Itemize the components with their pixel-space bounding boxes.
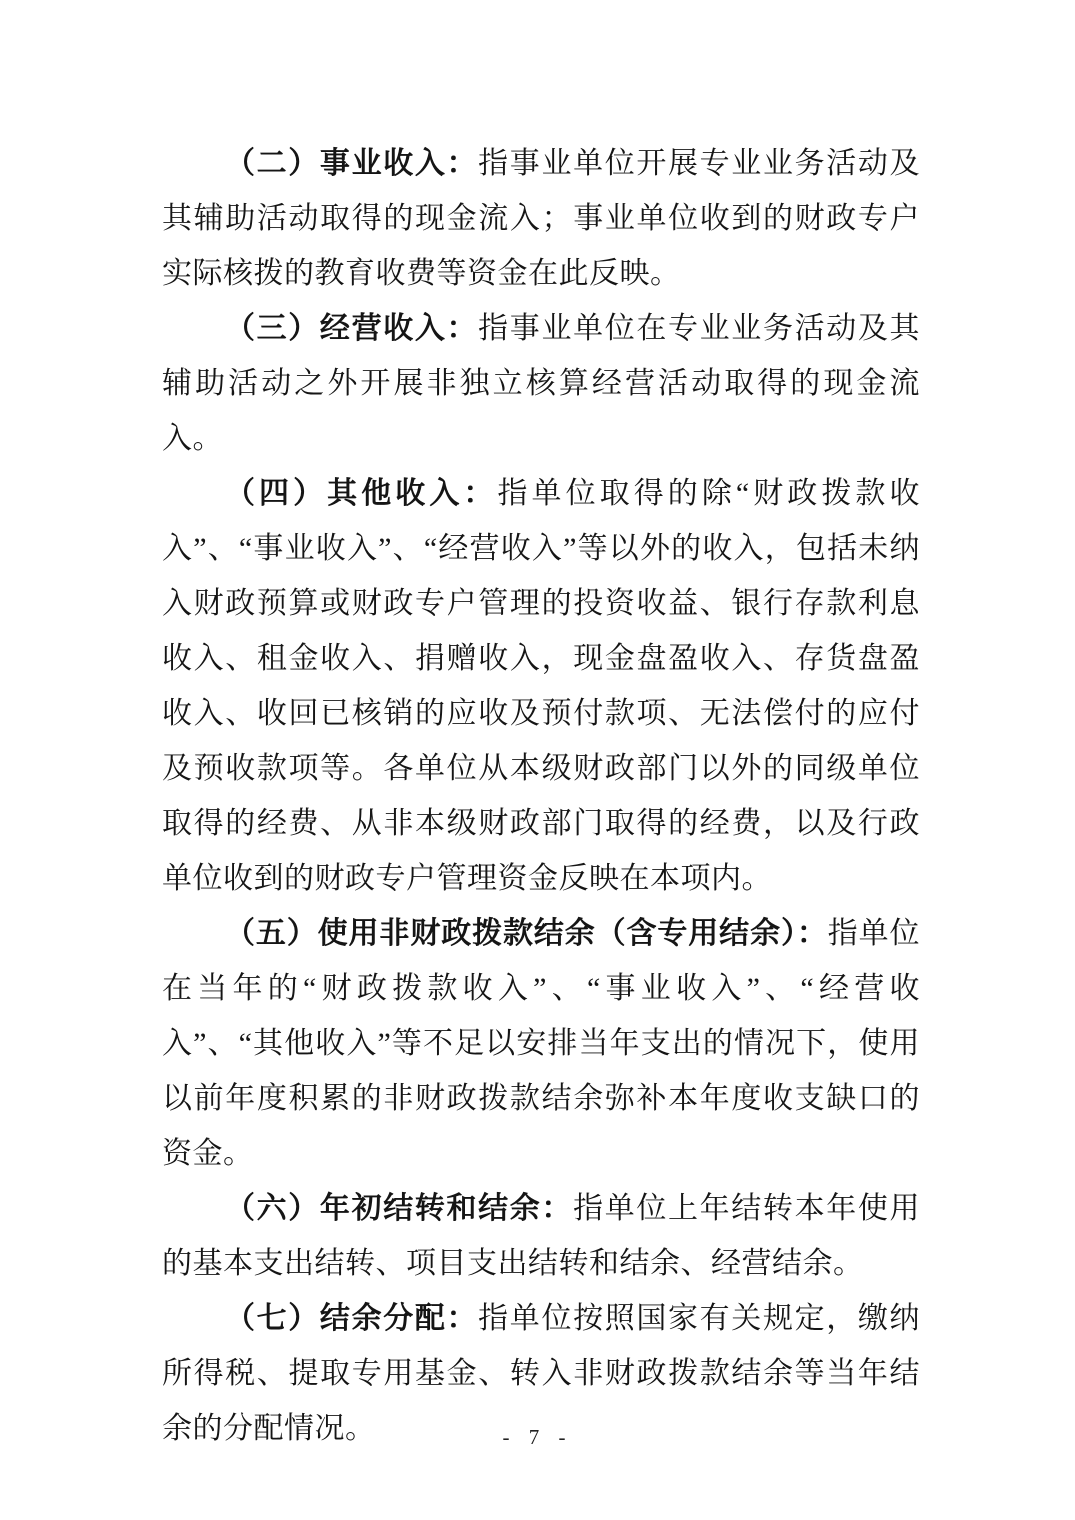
- document-content: [162, 136, 920, 1456]
- paragraph-body: 指单位在当年的“财政拨款收入”、“事业收入”、“经营收入”、“其他收入”等不足以安排当年支出的情况下，使用以前年度积累的非财政拨款结余弥补本年度收支缺口的资金。: [162, 917, 921, 1170]
- page-number: - 7 -: [502, 1425, 573, 1449]
- paragraph-heading: （四）其他收入：: [225, 477, 498, 510]
- paragraph-4-qita-shouru: [162, 466, 920, 906]
- paragraph-3-jingying-shouru: [162, 301, 920, 466]
- paragraph-5-shiyong-fei-caizheng-bokuan-jieyu: [162, 906, 920, 1181]
- paragraph-heading: （六）年初结转和结余：: [225, 1192, 574, 1225]
- paragraph-body: 指事业单位开展专业业务活动及其辅助活动取得的现金流入；事业单位收到的财政专户实际核拨的教育收费等资金在此反映。: [162, 147, 921, 290]
- paragraph-2-shiye-shouru: [162, 136, 920, 301]
- paragraph-heading: （七）结余分配：: [225, 1302, 479, 1335]
- paragraph-body: 指单位按照国家有关规定，缴纳所得税、提取专用基金、转入非财政拨款结余等当年结余的分配情况。: [162, 1302, 921, 1445]
- paragraph-body: 指事业单位在专业业务活动及其辅助活动之外开展非独立核算经营活动取得的现金流入。: [162, 312, 921, 455]
- paragraph-body: 指单位取得的除“财政拨款收入”、“事业收入”、“经营收入”等以外的收入，包括未纳入财政预算或财政专户管理的投资收益、银行存款利息收入、租金收入、捐赠收入，现金盘盈收入、存货盘盈收入、收回已核销的应收及预付款项、无法偿付的应付及预收款项等。各单位从本级财政部门以外的同级单位取得的经费、从非本级财政部门取得的经费，以及行政单位收到的财政专户管理资金反映在本项内。: [162, 477, 920, 895]
- paragraph-heading: （三）经营收入：: [225, 312, 479, 345]
- paragraph-heading: （五）使用非财政拨款结余（含专用结余）：: [225, 917, 828, 950]
- paragraph-body: 指单位上年结转本年使用的基本支出结转、项目支出结转和结余、经营结余。: [162, 1192, 921, 1280]
- paragraph-heading: （二）事业收入：: [225, 147, 479, 180]
- paragraph-6-nianchu-jiezhuan-he-jieyu: [162, 1181, 920, 1291]
